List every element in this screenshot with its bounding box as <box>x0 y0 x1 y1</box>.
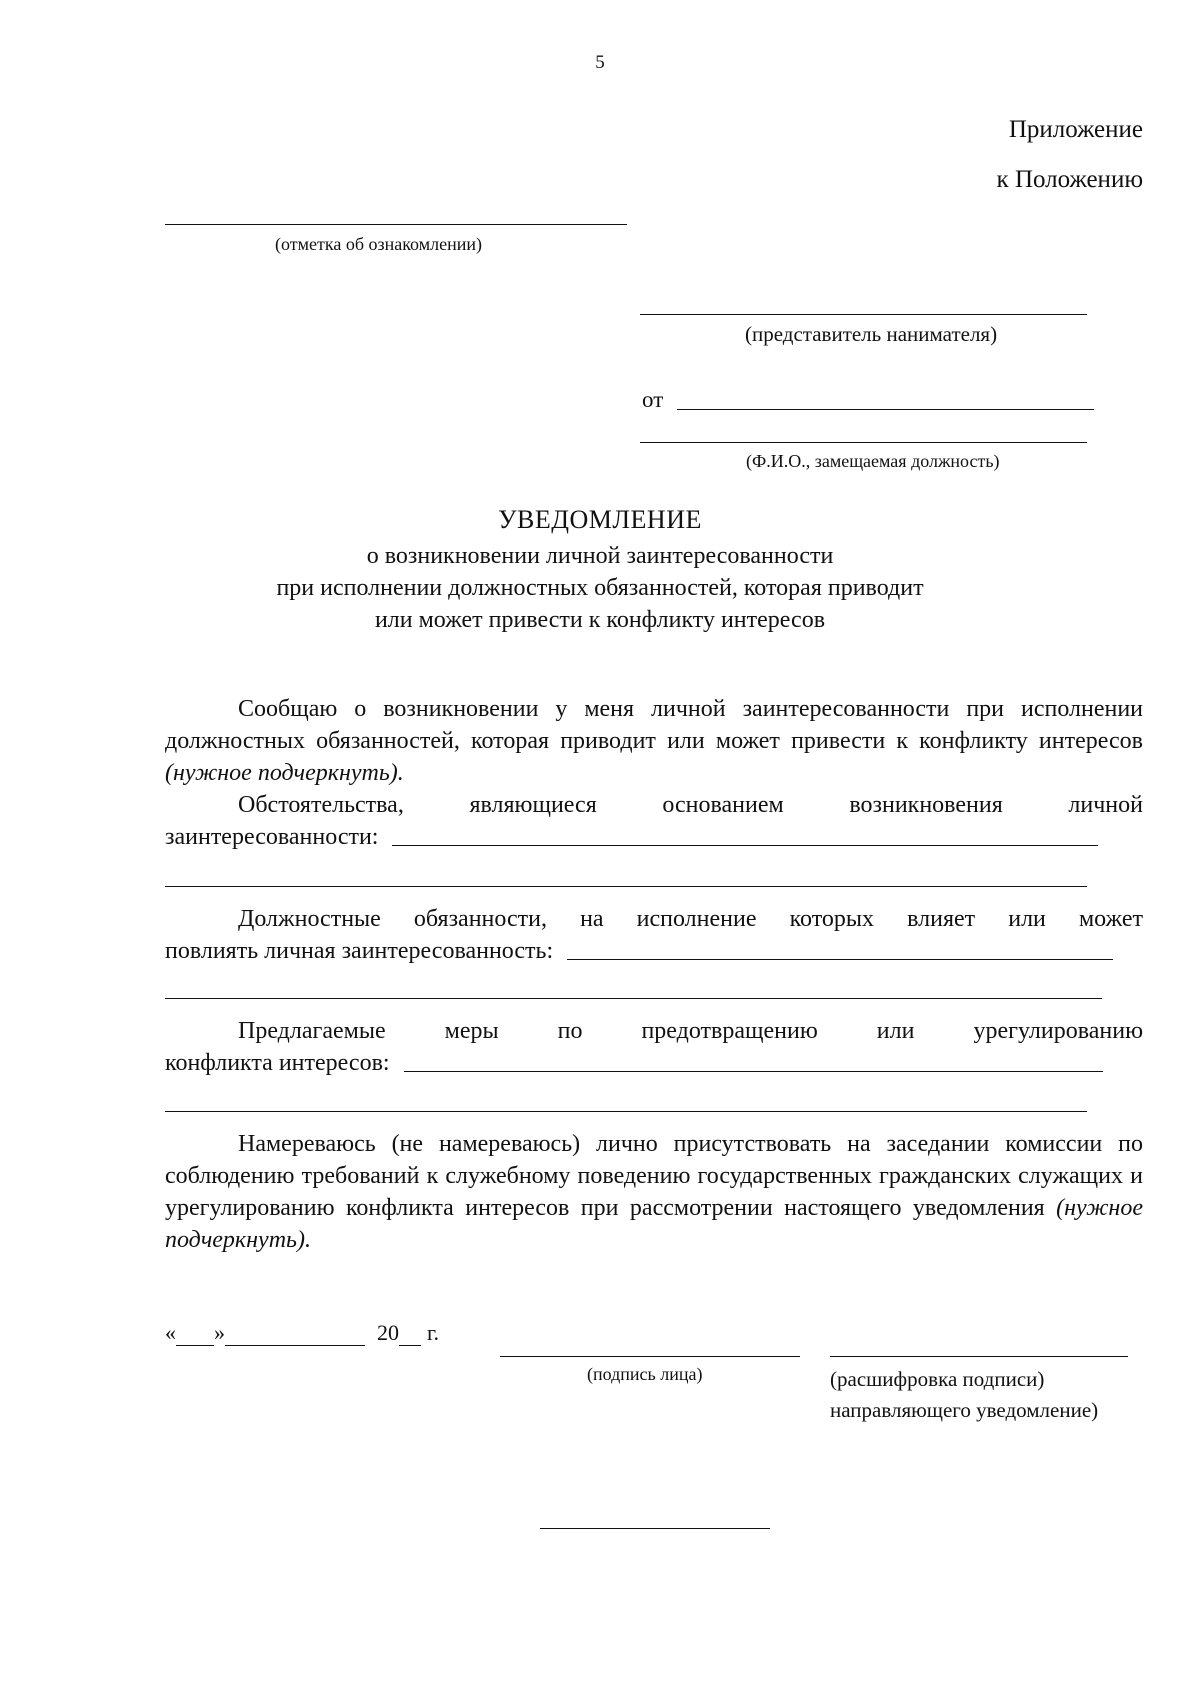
paragraph-measures <box>165 1015 1143 1079</box>
circumstances-line-1: Обстоятельства, являющиеся основанием возникновения личной <box>238 792 1143 818</box>
page-number: 5 <box>595 52 605 73</box>
subtitle-line-3: или может привести к конфликту интересов <box>374 607 826 633</box>
fio-line <box>640 442 1087 443</box>
measures-label: конфликта интересов: <box>165 1050 390 1076</box>
fio-caption: (Ф.И.О., замещаемая должность) <box>746 451 1000 471</box>
report-text: Сообщаю о возникновении у меня личной заинтересованности при исполнении должностных обязанностей, которая приводит или может привести к конфликту интересов <box>165 696 1143 754</box>
from-label: от <box>642 387 664 412</box>
paragraph-duties <box>165 903 1143 967</box>
decoding-line[interactable] <box>830 1356 1128 1357</box>
appendix-line-1: Приложение <box>1008 116 1143 143</box>
year-prefix: 20 <box>377 1320 399 1345</box>
document-subtitle <box>0 540 1200 636</box>
paragraph-intention <box>165 1128 1143 1256</box>
employer-caption: (представитель нанимателя) <box>745 322 998 346</box>
duties-line-1: Должностные обязанности, на исполнение которых влияет или может <box>238 906 1143 932</box>
date-row <box>165 1320 439 1346</box>
intention-note: (нужное подчеркнуть). <box>165 1195 1143 1253</box>
duties-label: повлиять личная заинтересованность: <box>165 938 554 964</box>
familiarization-caption: (отметка об ознакомлении) <box>275 234 482 254</box>
circumstances-extra-line[interactable] <box>165 886 1087 887</box>
circumstances-label: заинтересованности: <box>165 824 379 850</box>
document-title: УВЕДОМЛЕНИЕ <box>498 505 702 534</box>
decoding-caption-line-2: направляющего уведомление) <box>830 1398 1099 1422</box>
appendix-header <box>997 105 1143 205</box>
paragraph-circumstances <box>165 789 1143 853</box>
circumstances-field[interactable] <box>392 821 1098 846</box>
duties-field[interactable] <box>567 935 1113 960</box>
from-line <box>677 409 1094 410</box>
paragraph-report <box>165 693 1143 789</box>
subtitle-line-1: о возникновении личной заинтересованности <box>366 543 834 569</box>
signature-caption: (подпись лица) <box>587 1364 703 1384</box>
report-note: (нужное подчеркнуть). <box>165 760 404 786</box>
quote-close: » <box>214 1320 225 1345</box>
year-suffix: г. <box>427 1320 440 1345</box>
decoding-caption-line-1: (расшифровка подписи) <box>830 1367 1045 1391</box>
year-field[interactable] <box>399 1323 421 1346</box>
measures-line-1: Предлагаемые меры по предотвращению или урегулированию <box>238 1018 1143 1044</box>
day-field[interactable] <box>176 1323 214 1346</box>
measures-extra-line[interactable] <box>165 1111 1087 1112</box>
familiarization-line <box>165 224 627 225</box>
decoding-caption <box>830 1364 1098 1426</box>
subtitle-line-2: при исполнении должностных обязанностей, которая приводит <box>276 575 924 601</box>
month-field[interactable] <box>225 1323 365 1346</box>
intention-text: Намереваюсь (не намереваюсь) лично присутствовать на заседании комиссии по соблюдению требований к служебному поведению государственных гражданских служащих и урегулированию конфликта интересов при рассмотрении настоящего уведомления <box>165 1131 1143 1221</box>
signature-line[interactable] <box>500 1356 800 1357</box>
measures-field[interactable] <box>404 1047 1103 1072</box>
appendix-line-2: к Положению <box>996 166 1143 193</box>
employer-line <box>640 314 1087 315</box>
duties-extra-line[interactable] <box>165 998 1102 999</box>
quote-open: « <box>165 1320 176 1345</box>
end-separator <box>540 1528 770 1529</box>
